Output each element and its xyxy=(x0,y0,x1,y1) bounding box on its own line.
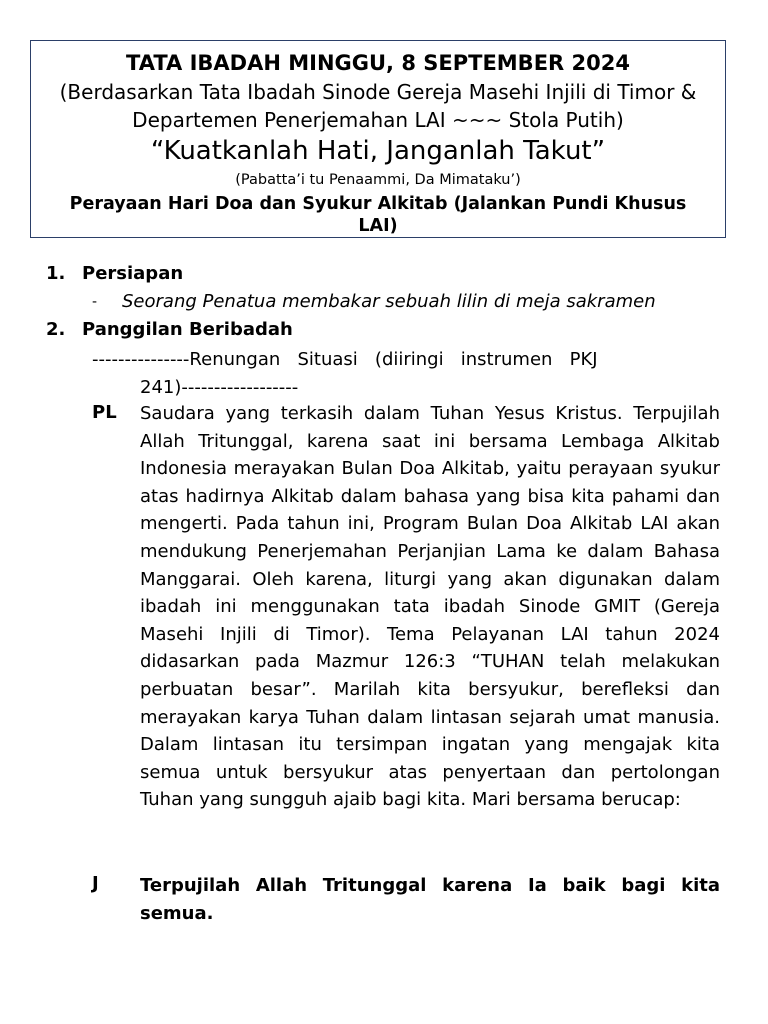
speaker-label-pl: PL xyxy=(92,402,117,423)
document-title: TATA IBADAH MINGGU, 8 SEPTEMBER 2024 xyxy=(126,51,630,75)
liturgy-text-pl: Saudara yang terkasih dalam Tuhan Yesus Kristus. Terpujilah Allah Tritunggal, karena saat ini bersama Lembaga Alkitab Indonesia merayakan Bulan Doa Alkitab, yaitu perayaan syukur atas hadirnya Alkitab dalam bahasa yang bisa kita pahami dan mengerti. Pada tahun ini, Program Bulan Doa Alkitab LAI akan mendukung Penerjemahan Perjanjian Lama ke dalam Bahasa Manggarai. Oleh karena, liturgi yang akan digunakan dalam ibadah ini menggunakan tata ibadah Sinode GMIT (Gereja Masehi Injili di Timor). Tema Pelayanan LAI tahun 2024 didasarkan pada Mazmur 126:3 “TUHAN telah melakukan perbuatan besar”. Marilah kita bersyukur, berefleksi dan merayakan karya Tuhan dalam lintasan sejarah umat manusia. Dalam lintasan itu tersimpan ingatan yang mengajak kita semua untuk bersyukur atas penyertaan dan pertolongan Tuhan yang sungguh ajaib bagi kita. Mari bersama berucap: xyxy=(140,403,720,811)
bullet-marker: - xyxy=(92,294,98,310)
theme-heading: “Kuatkanlah Hati, Janganlah Takut” xyxy=(150,136,606,166)
event-heading: Perayaan Hari Doa dan Syukur Alkitab (Jalankan Pundi Khusus LAI) xyxy=(69,194,687,236)
header-box xyxy=(30,40,726,238)
instruction-line-1: ---------------Renungan Situasi (diiringi instrumen PKJ xyxy=(92,349,598,370)
bullet-text: Seorang Penatua membakar sebuah lilin di meja sakramen xyxy=(122,291,656,312)
theme-local-language: (Pabatta’i tu Penaammi, Da Mimataku’) xyxy=(235,172,521,188)
instruction-line-2: 241)------------------ xyxy=(140,377,299,398)
document-subtitle: (Berdasarkan Tata Ibadah Sinode Gereja Masehi Injili di Timor & Departemen Penerjemahan LAI ~~~ Stola Putih) xyxy=(59,80,697,132)
section-number-1: 1. xyxy=(46,263,66,284)
section-number-2: 2. xyxy=(46,319,66,340)
section-title-panggilan-beribadah: Panggilan Beribadah xyxy=(82,319,293,340)
speaker-label-j: J xyxy=(92,873,99,894)
section-title-persiapan: Persiapan xyxy=(82,263,184,284)
liturgy-text-j: Terpujilah Allah Tritunggal karena Ia baik bagi kita semua. xyxy=(140,875,720,924)
